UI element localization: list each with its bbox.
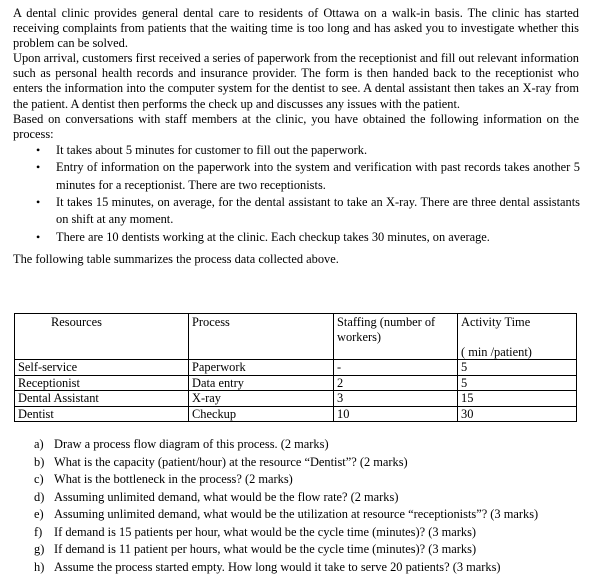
list-item xyxy=(34,541,594,559)
question-label: a) xyxy=(34,437,44,451)
question-label: c) xyxy=(34,472,44,486)
cell-resource: Receptionist xyxy=(15,375,189,391)
list-item xyxy=(34,559,594,577)
question-text: If demand is 11 patient per hours, what would be the cycle time (minutes)? (3 marks) xyxy=(54,542,477,556)
cell-time: 5 xyxy=(458,360,577,376)
header-staffing: Staffing (number of workers) xyxy=(334,314,458,360)
list-item xyxy=(34,489,594,507)
table-intro: The following table summarizes the process data collected above. xyxy=(13,252,339,267)
intro-paragraph-context: A dental clinic provides general dental care to residents of Ottawa on a walk-in basis. The clinic has started receiving complaints from patients that the waiting time is too long and has asked you to investigate whether this problem can be solved. xyxy=(13,6,579,51)
list-item xyxy=(34,436,594,454)
question-text: What is the capacity (patient/hour) at the resource “Dentist”? (2 marks) xyxy=(54,454,408,469)
list-item xyxy=(34,471,594,489)
cell-resource: Dental Assistant xyxy=(15,391,189,407)
list-item: • There are 10 dentists working at the clinic. Each checkup takes 30 minutes, on average. xyxy=(13,229,580,246)
process-data-table xyxy=(14,313,577,422)
cell-staffing: - xyxy=(334,360,458,376)
question-text: Assume the process started empty. How long would it take to serve 20 patients? (3 marks) xyxy=(54,559,501,574)
list-item: • Entry of information on the paperwork into the system and verification with past records takes another 5 minutes for a receptionist. There are two receptionists. xyxy=(36,160,580,192)
cell-staffing: 2 xyxy=(334,375,458,391)
question-label: b) xyxy=(34,454,45,469)
list-item: • It takes 15 minutes, on average, for the dental assistant to take an X-ray. There are three dental assistants on shift at any moment. xyxy=(36,195,580,227)
header-activity-time xyxy=(458,314,577,360)
cell-time: 30 xyxy=(458,406,577,422)
process-facts-list xyxy=(13,142,579,246)
cell-staffing: 3 xyxy=(334,391,458,407)
list-item xyxy=(34,524,594,542)
intro-paragraph-process: Upon arrival, customers first received a series of paperwork from the receptionist and fill out relevant information such as personal health records and insurance provider. The form is then handed back to the receptionist who enters the information into the computer system for the dentist to see. A dental assistant then takes an X-ray from the patient. A dentist then performs the check up and discusses any issues with the patient. xyxy=(13,51,579,111)
header-activity-unit: ( min /patient) xyxy=(461,344,532,359)
cell-process: Checkup xyxy=(189,406,334,422)
question-text: What is the bottleneck in the process? (2 marks) xyxy=(54,472,293,486)
bullet-icon: • xyxy=(36,142,41,157)
header-process: Process xyxy=(189,314,334,360)
cell-time: 5 xyxy=(458,375,577,391)
cell-process: Paperwork xyxy=(189,360,334,376)
intro-paragraph-info: Based on conversations with staff members at the clinic, you have obtained the following information on the process: xyxy=(13,111,579,141)
question-text: Draw a process flow diagram of this process. (2 marks) xyxy=(54,437,329,451)
list-item: • It takes about 5 minutes for customer to fill out the paperwork. xyxy=(13,142,580,159)
table-header-row xyxy=(15,314,577,360)
question-text: If demand is 15 patients per hour, what would be the cycle time (minutes)? (3 marks) xyxy=(54,524,477,539)
question-label: d) xyxy=(34,489,45,504)
bullet-icon: • xyxy=(36,160,41,175)
table-row xyxy=(15,406,577,422)
question-label: g) xyxy=(34,542,45,556)
cell-resource: Self-service xyxy=(15,360,189,376)
header-resources: Resources xyxy=(15,314,189,360)
header-activity-label: Activity Time xyxy=(461,315,531,329)
question-label: f) xyxy=(34,524,43,539)
table-row xyxy=(15,391,577,407)
question-label: h) xyxy=(34,559,45,574)
question-text: Assuming unlimited demand, what would be the flow rate? (2 marks) xyxy=(54,489,399,504)
bullet-icon: • xyxy=(36,195,41,210)
question-text: Assuming unlimited demand, what would be the utilization at resource “receptionists”? (3 marks) xyxy=(54,507,539,521)
table-row xyxy=(15,375,577,391)
cell-resource: Dentist xyxy=(15,406,189,422)
cell-process: Data entry xyxy=(189,375,334,391)
question-label: e) xyxy=(34,507,44,521)
list-item xyxy=(34,454,594,472)
questions-list xyxy=(34,436,594,576)
cell-time: 15 xyxy=(458,391,577,407)
bullet-icon: • xyxy=(36,229,41,244)
list-item xyxy=(34,506,594,524)
document-body xyxy=(13,6,579,277)
cell-process: X-ray xyxy=(189,391,334,407)
table-row xyxy=(15,360,577,376)
cell-staffing: 10 xyxy=(334,406,458,422)
